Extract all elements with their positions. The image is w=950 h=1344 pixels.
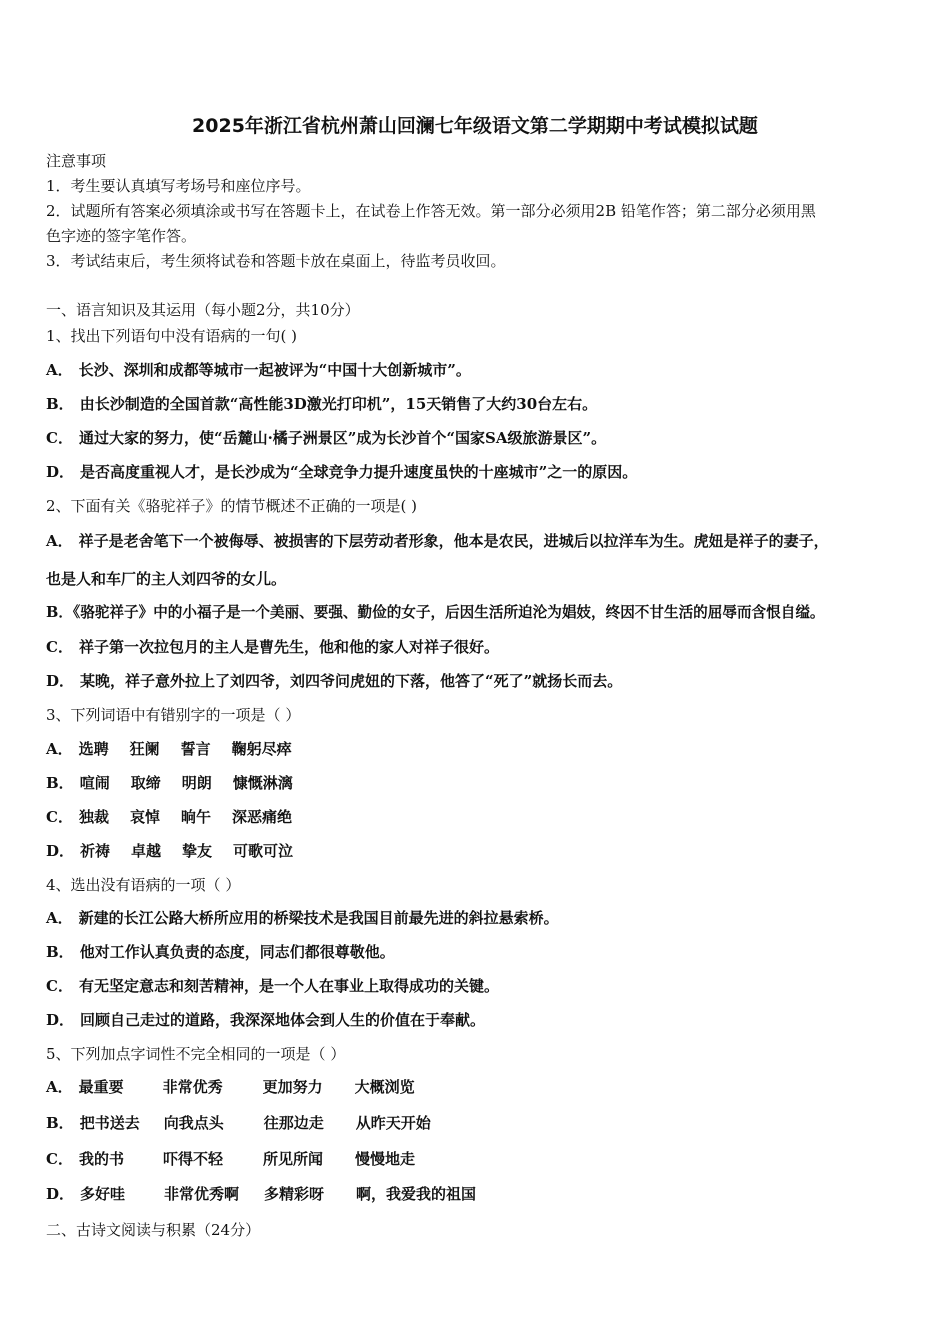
q1-option-b (46, 393, 920, 415)
option-text: 是否高度重视人才，是长沙成为“全球竞争力提升速度虽快的十座城市”之一的原因。 (80, 463, 638, 481)
word: 誓言 (180, 740, 211, 758)
option-text: 回顾自己走过的道路，我深深地体会到人生的价值在于奉献。 (80, 1011, 486, 1029)
option-label: C． (46, 808, 73, 826)
word: 啊，我爱我的祖国 (356, 1185, 477, 1203)
word: 深恶痛绝 (231, 808, 292, 826)
word: 所见所闻 (262, 1150, 323, 1168)
option-label: C． (46, 977, 73, 995)
word: 吓得不轻 (162, 1150, 223, 1168)
option-label: D． (46, 1185, 75, 1203)
section1-heading: 一、语言知识及其运用（每小题2分，共10分） (46, 301, 360, 319)
option-text: 通过大家的努力，使“岳麓山·橘子洲景区”成为长沙首个“国家SA级旅游景区”。 (78, 429, 607, 447)
option-label: A． (46, 361, 73, 379)
word: 把书送去 (79, 1114, 140, 1132)
option-label: D． (46, 842, 75, 860)
option-text: 《骆驼祥子》中的小福子是一个美丽、要强、勤俭的女子，后因生活所迫沦为娼妓，终因不甘生活的屈辱而含恨自缢。 (72, 604, 825, 621)
word: 喧闹 (79, 774, 110, 792)
option-text: 由长沙制造的全国首款“高性能3D激光打印机”，15天销售了大约30台左右。 (79, 395, 598, 413)
option-text: 他对工作认真负责的态度，同志们都很尊敬他。 (79, 943, 395, 961)
option-label: C． (46, 1150, 73, 1168)
option-text: 新建的长江公路大桥所应用的桥梁技术是我国目前最先进的斜拉悬索桥。 (78, 909, 559, 927)
option-label: D． (46, 1011, 75, 1029)
option-text: 有无坚定意志和刻苦精神，是一个人在事业上取得成功的关键。 (78, 977, 499, 995)
option-label: B． (46, 604, 73, 621)
word: 狂阑 (129, 740, 160, 758)
q3-option-a (46, 738, 920, 760)
q5-option-a (46, 1076, 920, 1098)
option-label: D． (46, 672, 75, 690)
word: 慷慨淋漓 (232, 774, 293, 792)
q3-option-b (46, 772, 920, 794)
notice-heading: 注意事项 (46, 152, 107, 170)
word: 多精彩呀 (264, 1185, 325, 1203)
word: 明朗 (181, 774, 212, 792)
word: 祈祷 (80, 842, 111, 860)
word: 往那边走 (263, 1114, 324, 1132)
word: 多好哇 (80, 1185, 126, 1203)
option-label: C． (46, 429, 73, 447)
q2-option-c (46, 636, 920, 658)
option-label: A． (46, 1078, 73, 1096)
option-label: B． (46, 395, 74, 413)
q1-stem: 1、找出下列语句中没有语病的一句( ) (46, 327, 298, 345)
page-title: 2025年浙江省杭州萧山回澜七年级语文第二学期期中考试模拟试题 (192, 115, 758, 137)
option-label: A． (46, 532, 73, 550)
word: 独裁 (78, 808, 109, 826)
word: 非常优秀啊 (164, 1185, 240, 1203)
q2-option-d (46, 670, 920, 692)
option-label: A． (46, 909, 73, 927)
option-label: D． (46, 463, 75, 481)
option-text: 祥子第一次拉包月的主人是曹先生，他和他的家人对祥子很好。 (78, 638, 499, 656)
word: 更加努力 (262, 1078, 323, 1096)
option-text: 祥子是老舍笔下一个被侮辱、被损害的下层劳动者形象，他本是农民，进城后以拉洋车为生。虎妞是祥子的妻子， (78, 532, 829, 550)
option-text-cont: 也是人和车厂的主人刘四爷的女儿。 (46, 570, 287, 588)
option-text: 某晚，祥子意外拉上了刘四爷，刘四爷问虎妞的下落，他答了“死了”就扬长而去。 (80, 672, 623, 690)
word: 向我点头 (163, 1114, 224, 1132)
q5-option-d (46, 1183, 920, 1205)
q5-stem: 5、下列加点字词性不完全相同的一项是（ ） (46, 1045, 346, 1063)
option-label: C． (46, 638, 73, 656)
word: 晌午 (180, 808, 211, 826)
q4-option-a (46, 907, 920, 929)
option-label: B． (46, 774, 74, 792)
q5-option-b (46, 1112, 920, 1134)
q2-stem: 2、下面有关《骆驼祥子》的情节概述不正确的一项是( ) (46, 497, 418, 515)
option-label: A． (46, 740, 73, 758)
notice-item-2-cont: 色字迹的签字笔作答。 (46, 227, 197, 245)
notice-item-3: 3．考试结束后，考生须将试卷和答题卡放在桌面上，待监考员收回。 (46, 252, 506, 270)
section2-heading: 二、古诗文阅读与积累（24分） (46, 1221, 261, 1239)
q3-option-d (46, 840, 920, 862)
word: 挚友 (182, 842, 213, 860)
q4-option-d (46, 1009, 920, 1031)
q2-option-a-cont (46, 568, 920, 590)
word: 慢慢地走 (354, 1150, 415, 1168)
word: 非常优秀 (162, 1078, 223, 1096)
notice-item-1: 1．考生要认真填写考场号和座位序号。 (46, 177, 311, 195)
q4-stem: 4、选出没有语病的一项（ ） (46, 876, 241, 894)
q1-option-d (46, 461, 920, 483)
option-label: B． (46, 1114, 74, 1132)
q3-stem: 3、下列词语中有错别字的一项是（ ） (46, 706, 301, 724)
notice-item-2: 2．试题所有答案必须填涂或书写在答题卡上，在试卷上作答无效。第一部分必须用2B 铅笔作答；第二部分必须用黑 (46, 202, 816, 220)
q4-option-c (46, 975, 920, 997)
word: 我的书 (78, 1150, 124, 1168)
word: 卓越 (131, 842, 162, 860)
q1-option-a (46, 359, 920, 381)
option-text: 长沙、深圳和成都等城市一起被评为“中国十大创新城市”。 (78, 361, 471, 379)
word: 哀悼 (129, 808, 160, 826)
q3-option-c (46, 806, 920, 828)
q5-option-c (46, 1148, 920, 1170)
q2-option-b (46, 602, 920, 624)
q4-option-b (46, 941, 920, 963)
q2-option-a (46, 530, 920, 552)
option-label: B． (46, 943, 74, 961)
word: 最重要 (78, 1078, 124, 1096)
word: 大概浏览 (354, 1078, 415, 1096)
word: 取缔 (130, 774, 161, 792)
word: 选聘 (78, 740, 109, 758)
q1-option-c (46, 427, 920, 449)
word: 鞠躬尽瘁 (231, 740, 292, 758)
word: 从昨天开始 (355, 1114, 431, 1132)
word: 可歌可泣 (233, 842, 294, 860)
